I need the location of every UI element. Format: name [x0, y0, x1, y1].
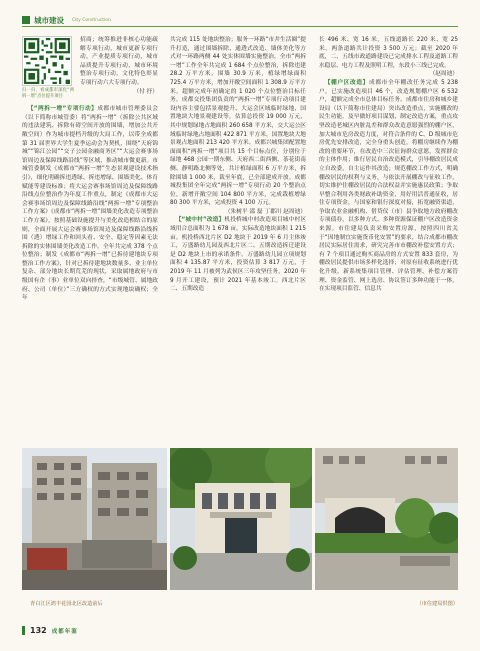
qr-caption: 扫一扫，看成都市深化“两拆一增”点位提升项目 [22, 88, 74, 99]
qr-side-text [80, 36, 158, 99]
page-footer [22, 626, 78, 635]
intro-credit: （付 抒） [133, 88, 158, 95]
qr-block [22, 36, 158, 99]
entry-body: 成都市城市管理委员会（以下简称市城管委）将“两拆一增”（拆除公共区域的违法建筑、拆除有碍空间开放的围墙，增加公共开敞空间）作为城市提档升级的大局工作，以带全成都第 31 届世界大学生夏季运动会为契机，围绕“天府锦城”“锦江公园”“交子公园金融商务区”“大运会赛事场馆周边及保障线路沿线”等区域，推动城市微更新。市城管委制发《成都市“两拆一增”生态景观建设技术指引》，细化明确拆违透绿、拆违增绿、围墙美化、体育赋能等建设标准；将大运会赛事场馆周边及保障线路沿线点位整治作为年度工作重点，制定《成都市大运会赛事场馆周边及保障线路沿线“两拆一增”专项整治工作方案》《成都市“两拆一增”围墙美化改造专项整治工作方案》，按照基础设施提升与美化改造相结合的原则，全面开展大运会赛事场馆周边及保障线路沿线拆围（透）增绿工作和回头看、安全、稳定等因素无法拆除的实体围墙美化改造工作。全年共完成 378 个点位整治；制发《成都市“两拆一增”已拆待建地块专项整治工作方案》，针对已拆待建地块数量多、业主单位复杂、部分地块长期荒芜的现状，采取属地政府与市级国有企（事）业单位双向择查，“市级城管、属地政府、公司（单位）”三方确权的方式实现地块确权；全年 [22, 106, 158, 302]
photo-before [22, 448, 167, 590]
header-rule [22, 26, 458, 27]
entry-body: 机投桥城中村改造项目城中村区域用合总面积为 1 678 亩，实际改造地块面积 1 215 亩。机投桥西北片区 D2 地块于 2019 年 6 月主体竣工，万盛路幼儿园及西北片区二、五期改造拆迁建设是 D2 地块上市的承诺条件。万盛路幼儿园立项规划面积 4 135.87 平方米，投资估算 3 817 万元，于 2019 年 11 月被列为武侯区三年攻坚任务，2020 年 9 月开工建设，预计 2021 年基本竣工。西北片区二、五期改造 [170, 217, 307, 293]
column-1 [22, 36, 158, 303]
section-marker-icon [22, 16, 30, 24]
article-urban-village [170, 216, 306, 293]
article-urban-village-cont: 长 496 米、宽 16 米，五线道路长 220 米、宽 25 米，两条道路共计投资 3 500 万元；截至 2020 年底，二、五线市政道路建设已完成排水工程及道路工程水稳层、电力工程及照明工程，东段小三线已完成。 [319, 37, 458, 69]
column-2 [170, 36, 306, 294]
qr-container [22, 36, 74, 99]
qr-code-icon[interactable] [22, 36, 72, 86]
footer-marker-icon [22, 626, 25, 635]
entry-body: 成都市全年棚改任务完成 5 238 户，已实施改造项目 46 个，改造规划棚户区 6 532 户，超额完成全市总体目标任务。成都市住房和城乡建设局（以下简称市住建局）突出改造重点，实施棚改的民生功能。及早做好项目谋划、制定改造方案，重点攻坚改造老城区内脏乱差和群众改造意愿强烈的棚户区，加大城市危房改造力度，对符合条件的 C、D 级城市危房优先安排改造，完全身重头创造，将棚房继续作为棚改的重要环节，在改造中三次征询群众意愿，发挥群众的主体作用；维行居民自治改造模式，引导棚改居民成立自改委，自主运作其改造；规范棚改工作方式，明确棚改居民的权利与义务，与依法开展棚改与征收工作，切实维护住棚改居民的合法权益并实施惠民政策；争取早整合利用各类财政补助资金，用好用活普通征收，居住专项资金，与国家和银行深度对接，拓宽融资渠道，争取农业金融机构、借贷仪（市）县争取地方政府棚改专项债券，以多种方式、多种资源保证棚户区改造资金来源。市住建局负责采购安置房源，按照四川省关于“因地制宜实施货币化安置”的要求，结合成都市棚改居民实际居住需求，研究完善市市棚改补偿安置方式；有 7 个项目通过购买商品房的方式安置 833 套房，为棚改居民提供市场多样化选择；对原有征收系统进行优化升级，新系统集项目管理、评估管理、补偿方案管理、资金监管、网上选房、协议签订多种功能于一体，在实现项目监管、信息共 [319, 79, 459, 293]
article-credit: （赵周迪） [429, 71, 458, 78]
photo-after-park [315, 448, 458, 590]
photo-caption: 青白江区鸿丰花园北区改造前后 [30, 601, 103, 607]
entry-heading: 【棚户区改造】 [324, 79, 369, 86]
section-subtitle: City Construction [72, 17, 111, 23]
photo-strip [22, 448, 458, 590]
magazine-name: 成都年鉴 [51, 628, 78, 635]
page-number: 132 [30, 626, 47, 635]
section-title: 城市建设 [34, 15, 64, 25]
photo-credit: （市住建局供图） [416, 601, 458, 607]
article-two-demolish-cont: 共完成 115 处地块整治；服务一环路“市井生活圈”提升打造，通过围墙拆除、通透式改造、墙体美化等方式对一环路两侧 44 处实体围墙实施整治。全市“两拆一增”工作全年共完成 1 684 个点位整治，拆除违建 28.2 万平方米，围墙 30.9 万米，植绿增绿面积 725.4 万平方米，增加开敞空间面积 1 308.9 万平方米，超额完成年初确定的 1 020 个点位整治目标任务。成都交投集团负责的“两拆一增”专项行动项目建设内容主要包括景观提升、大运会区域临时绿地、国置地块大地景观建设等，估算总投资 19 000 万元，其中规划绿地占地面积 260 658 平方米，交大运公区域临时绿地占地面积 422 871 平方米，国置地块大地景观占地面积 213 420 平方米。成都兴城集团配置地面面积“两拆一增”项目共 15 个目标点位，分别位于绿地 468 公园一期东侧、天府西二街西侧、茶花街南侧、静明路北侧等处，共计植绿面积 6 万平方米，拆除围墙 1 000 米，裁至年底，已全部建成开放。成都城投集团全年完成“两拆一增”专项行动 20 个整治点位，新增开敞空间 104 800 平方米，完成栽植增绿 80 300 平方米，完成投资 4 100 万元。 [170, 37, 306, 207]
article-credit: （朱树平 邵 磊 丁郡川 赵周迪） [224, 208, 306, 215]
intro-paragraph: 招商；统筹推进非核心功能疏解专项行动，城市更新专项行动，产业提质专项行动，城市品质提升专项行动，城市环境整治专项行动，文化特色彰显专项行动六大专项行动。 [80, 37, 158, 86]
entry-heading: 【“两拆一增”专项行动】 [27, 106, 98, 113]
photo-after-gate [170, 448, 312, 590]
column-3 [319, 36, 458, 294]
article-shantytown [319, 79, 458, 294]
article-two-demolish [22, 105, 158, 303]
section-header [22, 14, 111, 26]
entry-heading: 【“城中村”改造】 [175, 217, 225, 224]
